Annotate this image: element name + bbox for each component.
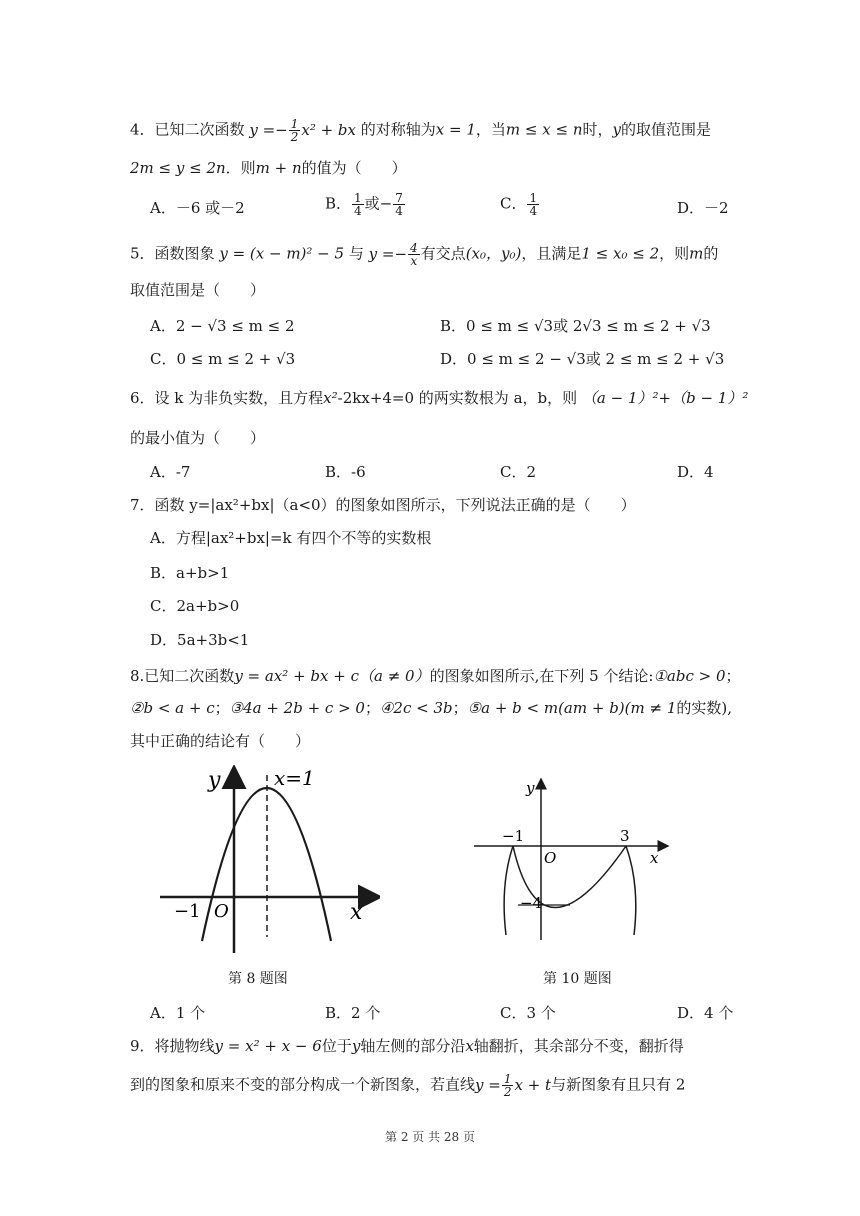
q8-line2: ②b < a + c；③4a + 2b + c > 0；④2c < 3b；⑤a + b < m(am + b)(m ≠ 1的实数),	[130, 699, 733, 717]
q9-text: 位于	[321, 1037, 352, 1055]
fig10-caption: 第 10 题图	[543, 971, 612, 987]
q5-function1: y = (x − m)² − 5	[219, 244, 345, 263]
q4-text: ．则	[225, 159, 256, 177]
q8-option-b: B．2 个	[325, 1004, 381, 1022]
q5-text: 有交点	[420, 244, 466, 263]
q8-text: 8.已知二次函数	[130, 667, 235, 685]
q4-option-b: B． $\frac{1}{4}$ 或− $\frac{7}{4}$	[325, 191, 403, 218]
q8-text: 的图象如图所示,在下列 5 个结论:	[429, 667, 654, 685]
q8-conclusion-5: ⑤a + b < m(am + b)(m ≠ 1	[467, 699, 677, 717]
q4-axis: x = 1	[435, 120, 476, 139]
q8-option-d: D．4 个	[677, 1004, 734, 1022]
q4-option-d: D．－2	[677, 199, 729, 217]
q4-range: 2m ≤ y ≤ 2n	[130, 159, 226, 177]
q5-text: 的	[703, 244, 719, 263]
q6-x2: x²	[323, 389, 338, 407]
q5-option-d: D．0 ≤ m ≤ 2 − √3或 2 ≤ m ≤ 2 + √3	[440, 350, 725, 368]
q4-text: ，当	[475, 120, 506, 139]
q5-line2: 取值范围是（ ）	[130, 281, 266, 299]
q8-option-a: A．1 个	[150, 1004, 206, 1022]
q9-line2	[130, 1073, 685, 1098]
q9-line-function: y = $\frac{1}{2}$ x + t	[475, 1072, 552, 1099]
q8-conclusion-1: ①abc > 0	[653, 667, 726, 685]
q5-condition: 1 ≤ x₀ ≤ 2	[581, 244, 660, 263]
q7-option-b: B．a+b>1	[150, 564, 230, 582]
q6-text: 6．设 k 为非负实数，且方程	[130, 389, 324, 407]
fig8-x-label: x	[350, 900, 363, 925]
q9-text: 轴翻折，其余部分不变，翻折得	[473, 1037, 684, 1055]
fig8-origin-label: O	[214, 901, 229, 922]
fig10-minus4-label: −4	[520, 894, 543, 912]
q5-text: 5．函数图象	[130, 244, 215, 263]
q4-option-c: C． $\frac{1}{4}$	[500, 191, 538, 218]
q5-text: ，且满足	[521, 244, 582, 263]
q9-text: 到的图象和原来不变的部分构成一个新图象，若直线	[130, 1075, 476, 1094]
q9-function: y = x² + x − 6	[214, 1037, 322, 1055]
q6-option-a: A．-7	[150, 463, 191, 481]
q4-text: 时，	[582, 120, 613, 139]
q6-line2: 的最小值为（ ）	[130, 429, 266, 447]
q6-line1	[130, 388, 748, 408]
q7-option-d: D．5a+3b<1	[150, 631, 250, 649]
q9-line1	[130, 1036, 684, 1056]
q6-text: -2kx+4=0 的两实数根为 a，b，则	[337, 389, 578, 407]
q4-y: y	[612, 120, 621, 139]
q9-text: 与新图象有且只有 2	[551, 1075, 686, 1094]
q5-function2: y =− $\frac{4}{x}$	[368, 241, 418, 268]
q9-y: y	[351, 1037, 361, 1055]
q4-text: 的取值范围是	[620, 120, 711, 139]
fig8-y-label: y	[208, 768, 221, 793]
q5-point: (x₀，y₀)	[465, 244, 522, 263]
q8-option-c: C．3 个	[500, 1004, 556, 1022]
q4-line1	[130, 118, 711, 143]
q5-m: m	[689, 244, 704, 263]
q8-conclusion-2: ②b < a + c	[130, 699, 215, 717]
q4-option-a: A．－6 或－2	[150, 199, 245, 217]
q9-x: x	[465, 1037, 474, 1055]
q9-text: 轴左侧的部分沿	[360, 1037, 466, 1055]
q6-option-c: C．2	[500, 463, 537, 481]
q8-line3: 其中正确的结论有（ ）	[130, 732, 311, 750]
q5-text: ，则	[659, 244, 690, 263]
q4-text: 的值为（ ）	[301, 159, 407, 177]
q5-text: 与	[348, 244, 364, 263]
figure-8	[150, 765, 380, 965]
q5-line1	[130, 242, 718, 267]
q9-text: 9．将抛物线	[130, 1037, 215, 1055]
page-footer: 第 2 页 共 28 页	[385, 1130, 475, 1144]
q8-conclusion-4: ④2c < 3b	[379, 699, 453, 717]
q6-expression: （a − 1）²+（b − 1）²	[581, 389, 749, 407]
q8-text: 的实数),	[676, 699, 733, 717]
fig10-minus1-label: −1	[502, 827, 525, 845]
fig8-axis-note: x=1	[274, 766, 315, 790]
fig10-curve-left	[504, 846, 513, 935]
q4-text: 4．已知二次函数	[130, 120, 245, 139]
q5-option-b: B．0 ≤ m ≤ √3或 2√3 ≤ m ≤ 2 + √3	[440, 317, 711, 335]
q4-sum: m + n	[255, 159, 302, 177]
q8-conclusion-3: ③4a + 2b + c > 0	[229, 699, 365, 717]
q4-function: y =− $\frac{1}{2}$ x² + bx	[249, 117, 356, 144]
q7-stem: 7．函数 y=|ax²+bx|（a<0）的图象如图所示，下列说法正确的是（ ）	[130, 496, 636, 514]
q8-function: y = ax² + bx + c（a ≠ 0）	[234, 667, 430, 685]
fig10-y-label: y	[526, 779, 535, 797]
fig8-minus1-label: −1	[174, 901, 201, 922]
q4-line2	[130, 158, 407, 178]
fig10-x-label: x	[650, 849, 659, 867]
fig10-3-label: 3	[620, 827, 630, 845]
q5-option-c: C．0 ≤ m ≤ 2 + √3	[150, 350, 296, 368]
q7-option-a: A．方程|ax²+bx|=k 有四个不等的实数根	[150, 529, 432, 547]
q8-line1: 8.已知二次函数y = ax² + bx + c（a ≠ 0）的图象如图所示,在下列 5 个结论:①abc > 0；	[130, 667, 741, 685]
fig10-origin-label: O	[544, 849, 557, 867]
fig10-curve-right	[626, 846, 636, 935]
q4-text: 的对称轴为	[360, 120, 436, 139]
figure-10	[470, 775, 680, 950]
q4-interval: m ≤ x ≤ n	[505, 120, 583, 139]
q6-option-d: D．4	[677, 463, 714, 481]
q6-option-b: B．-6	[325, 463, 366, 481]
q7-option-c: C．2a+b>0	[150, 597, 240, 615]
q5-option-a: A．2 − √3 ≤ m ≤ 2	[150, 317, 295, 335]
fig8-caption: 第 8 题图	[228, 971, 288, 987]
